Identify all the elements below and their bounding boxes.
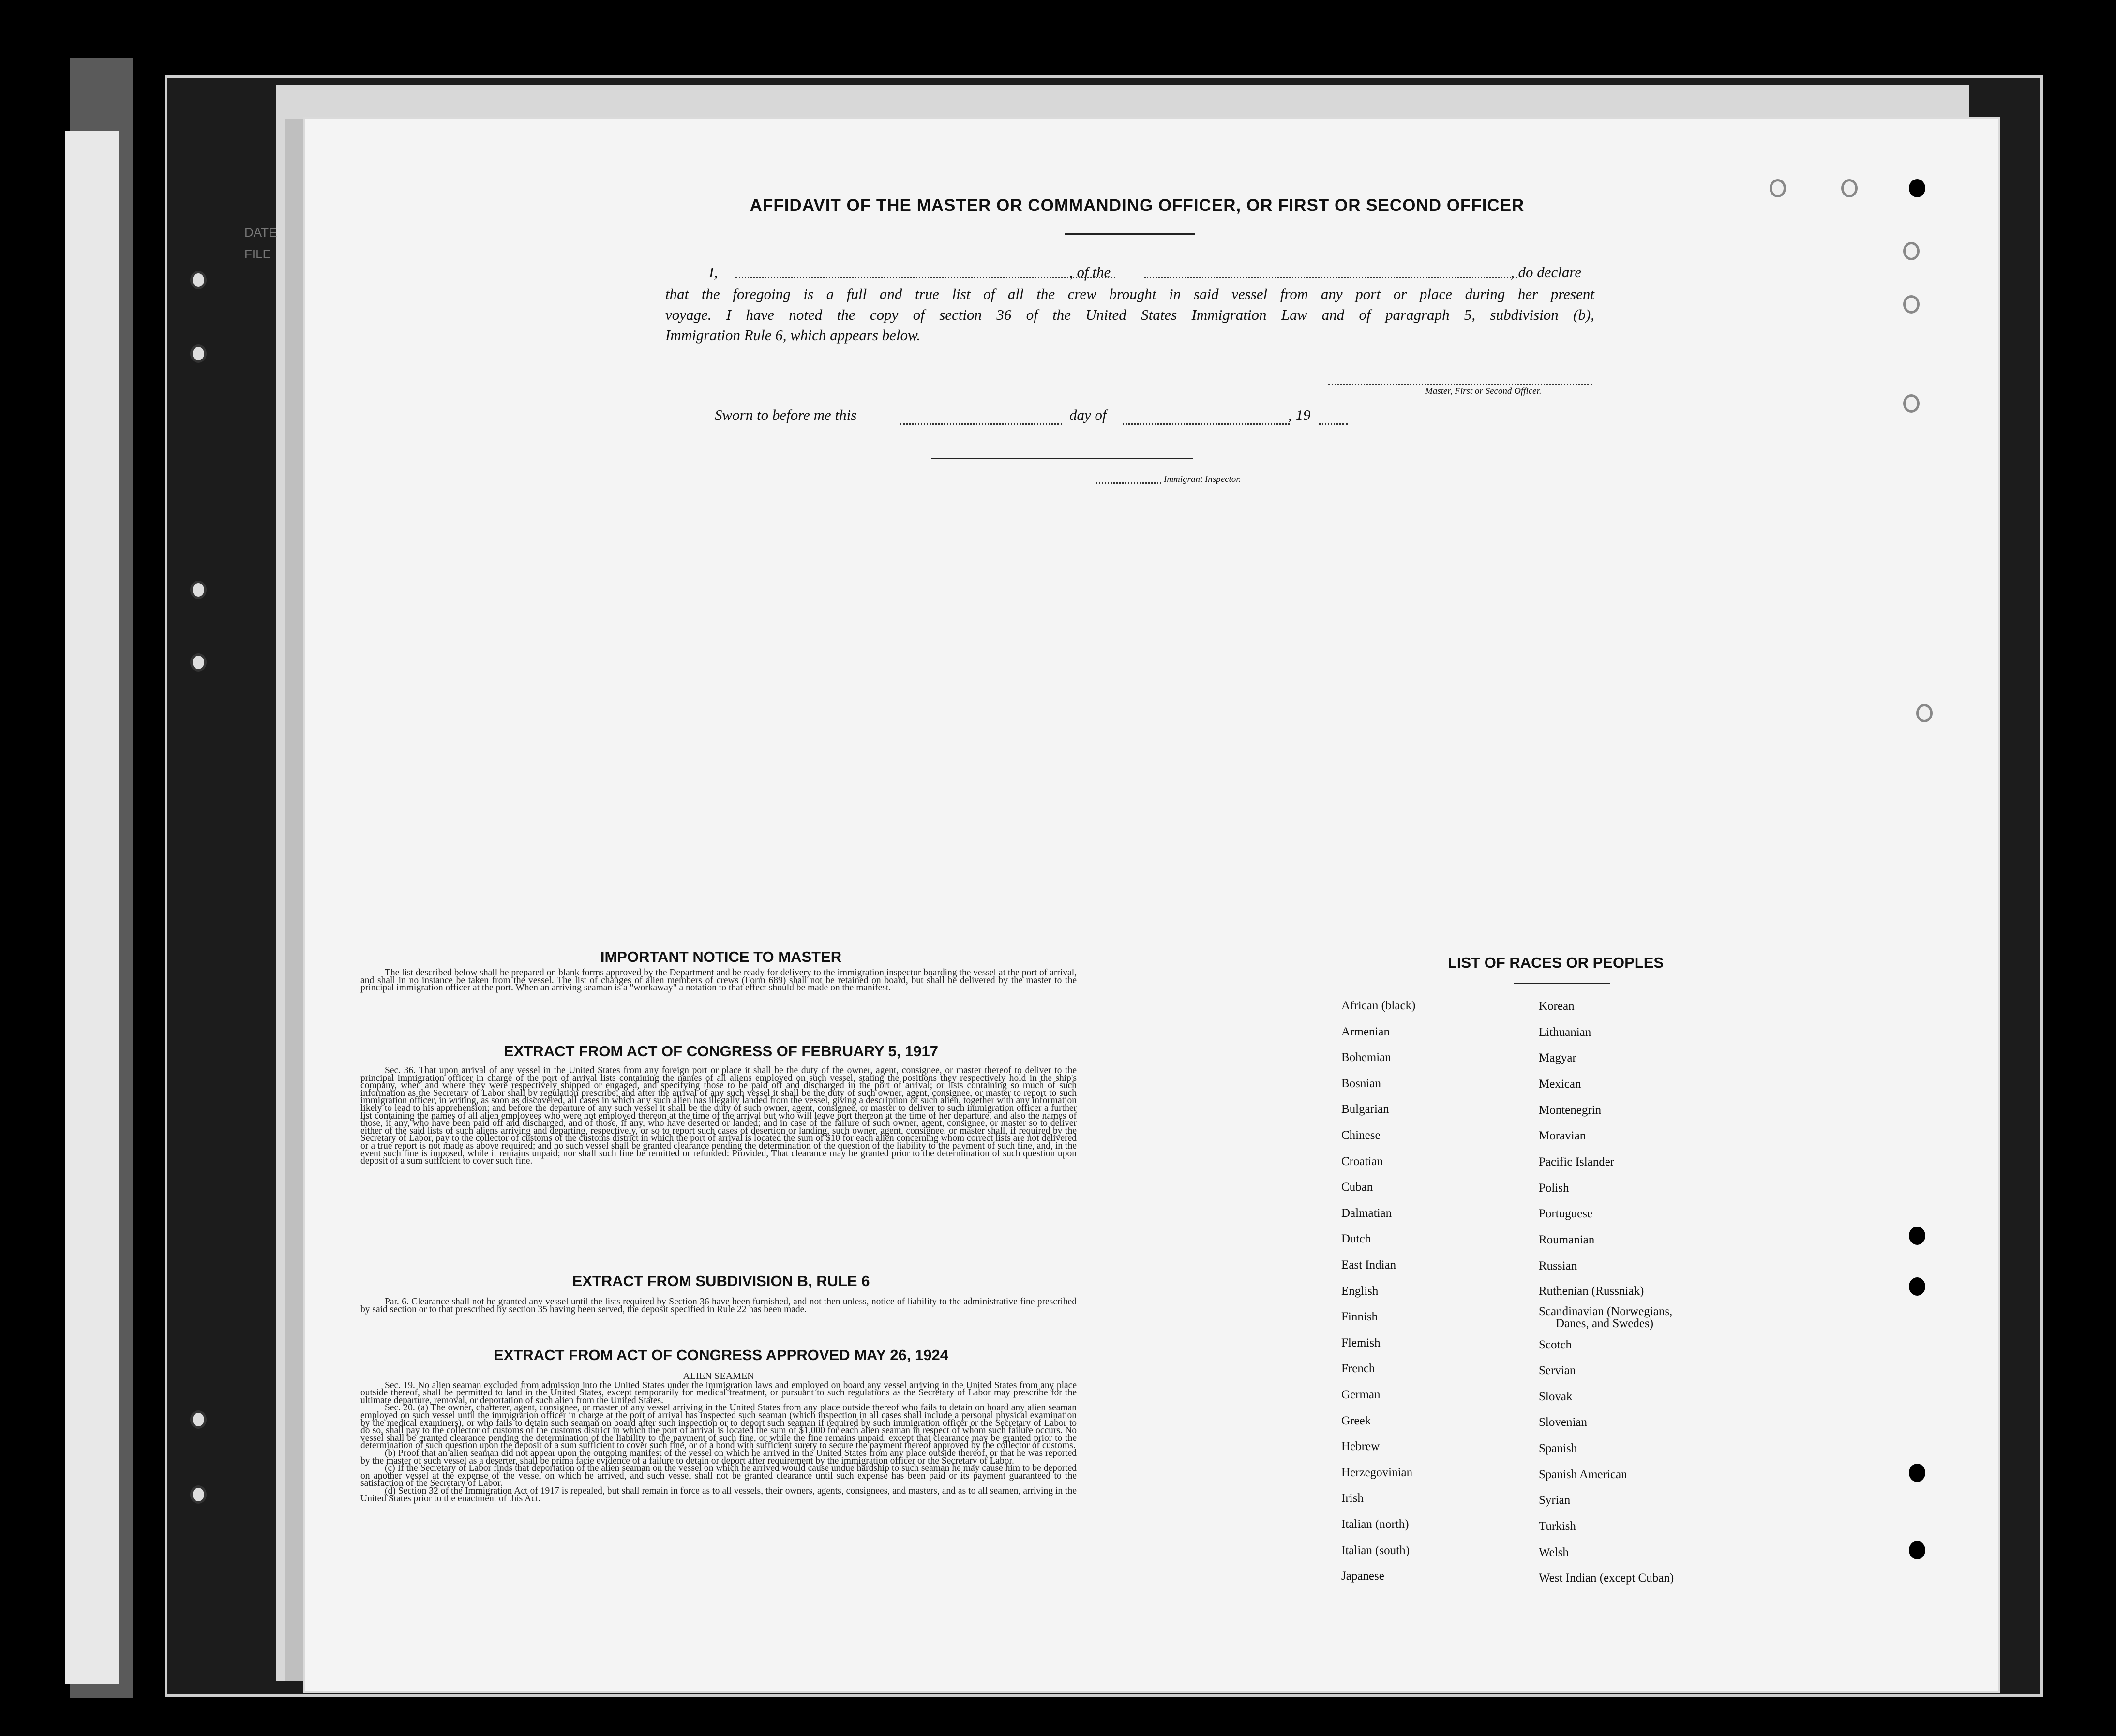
race-item: Ruthenian (Russniak) [1539,1285,1644,1298]
punch-hole [1903,242,1920,260]
race-item: Danes, and Swedes) [1556,1317,1654,1330]
section-20b-paragraph: (b) Proof that an alien seaman did not appear upon the outgoing manifest of the vessel on which he arrived in the United States from any place outside thereof, or that he was reported by the master of such vessel as a deserter, shall be prima facie evidence of a failure to detain or deport after requirement by the immigration officer or the Secretary of Labor. [360,1448,1077,1466]
race-item: Chinese [1341,1129,1381,1142]
race-item: Portuguese [1539,1207,1593,1220]
punch-hole [1909,1227,1925,1245]
sworn-day-blank[interactable] [900,423,1062,425]
race-item: Spanish American [1539,1468,1627,1481]
extract-1924-text [360,1372,1077,1502]
race-item: Syrian [1539,1494,1571,1507]
punch-hole [1909,1541,1925,1559]
affidavit-declare: , do declare [1511,264,1582,281]
race-item: Roumanian [1539,1233,1595,1246]
race-item: Lithuanian [1539,1026,1591,1039]
affidavit-of-the: , of the [1069,264,1111,281]
punch-hole [1909,1464,1925,1482]
race-item: Scotch [1539,1338,1572,1351]
section-20c-paragraph: (c) If the Secretary of Labor finds that deportation of the alien seaman on the vessel on which he arrived would cause undue hardship to such seaman he may cause him to be deported on another vessel at the expense of the vessel on which he arrived, and such vessel shall not be granted clearance until such expense has been paid or its payment guaranteed to the satisfaction of the Secretary of Labor. [360,1463,1077,1489]
binder-hole [190,344,207,363]
race-item: Slovak [1539,1390,1573,1403]
punch-hole [1841,179,1858,197]
races-underline [1514,983,1610,984]
punch-hole [1903,394,1920,413]
extract-1917-text [360,1067,1077,1165]
race-item: Spanish [1539,1442,1577,1455]
punch-hole [1916,704,1933,722]
inspector-caption: Immigrant Inspector. [1164,474,1241,484]
master-signature-line[interactable] [1328,384,1592,385]
race-item: Italian (south) [1341,1543,1410,1557]
notice-title: IMPORTANT NOTICE TO MASTER [600,948,842,965]
race-item: Herzegovinian [1341,1466,1413,1479]
race-item: Magyar [1539,1051,1576,1064]
races-title: LIST OF RACES OR PEOPLES [1447,954,1664,971]
race-item: Dutch [1341,1232,1371,1246]
race-item: East Indian [1341,1258,1396,1272]
extract-rule6-text [360,1298,1077,1313]
race-item: Bohemian [1341,1051,1391,1064]
sworn-text: Sworn to before me this [715,406,857,423]
left-index-card [65,131,119,1684]
race-item: Cuban [1341,1181,1373,1194]
binder-hole [190,1485,207,1504]
day-of-text: day of [1069,406,1107,423]
master-caption: Master, First or Second Officer. [1425,386,1542,396]
race-item: West Indian (except Cuban) [1539,1571,1674,1585]
extract-1924-title: EXTRACT FROM ACT OF CONGRESS APPROVED MAY 26, 1924 [494,1347,948,1363]
binder-hole [190,653,207,672]
section-20d-paragraph: (d) Section 32 of the Immigration Act of 1917 is repealed, but shall remain in force as to all vessels, their owners, agents, consignees, and masters, and as to all seamen, arriving in the United States prior to the enactment of this Act. [360,1485,1077,1504]
race-item: Korean [1539,1000,1575,1013]
race-item: Irish [1341,1492,1364,1505]
binder-hole [190,1410,207,1429]
race-item: Japanese [1341,1570,1384,1583]
affidavit-line-3: voyage. I have noted the copy of section 36 of the United States Immigration Law and of paragraph 5, subdivision (b), [665,306,1594,323]
race-item: German [1341,1388,1381,1401]
race-item: Armenian [1341,1025,1390,1038]
binder-hole [190,581,207,599]
vessel-blank[interactable] [1144,277,1517,278]
race-item: Turkish [1539,1520,1576,1533]
sworn-year-blank[interactable] [1319,423,1348,425]
race-item: Croatian [1341,1154,1383,1168]
inspector-signature-line[interactable] [931,458,1193,459]
notice-text [360,969,1077,992]
notice-paragraph: The list described below shall be prepared on blank forms approved by the Department and be ready for delivery to the immigration inspector boarding the vessel at the port of arrival, and shall in no instance be taken from the vessel. The list of changes of alien members of crews (Form 689) shall not be retained on board, but shall be delivered by the master to the principal immigration officer at the port. When an arriving seaman is a "workaway" a notation to that effect should be made on the manifest. [360,968,1077,993]
extract-1917-title: EXTRACT FROM ACT OF CONGRESS OF FEBRUARY 5, 1917 [504,1043,938,1060]
alien-seamen-subtitle: ALIEN SEAMEN [683,1371,754,1381]
inspector-dots [1096,482,1161,484]
race-item: Montenegrin [1539,1104,1602,1117]
punch-hole [1903,295,1920,314]
race-item: Bulgarian [1341,1103,1389,1116]
race-item: Polish [1539,1182,1569,1195]
affidavit-line-2: that the foregoing is a full and true list of all the crew brought in said vessel from any port or place during her present [665,285,1594,302]
section-36-paragraph: Sec. 36. That upon arrival of any vessel in the United States from any foreign port or place it shall be the duty of the owner, agent, consignee, or master thereof to deliver to the principal immigration officer in charge of the port of arrival lists containing the names of all aliens employed on such vessel, stating the positions they respectively hold in the ship's company, when and where they were respectively shipped or engaged, and specifying those to be paid off and discharged in the port of arrival; or lists containing so much of such information as the Secretary of Labor shall by regulation prescribe; and after the arrival of any such vessel it shall be the duty of such owner, agent, consignee, or master to report to such immigration officer, in writing, as soon as discovered, all cases in which any such alien has illegally landed from the vessel, giving a description of such alien, together with any information likely to lead to his apprehension; and before the departure of any such vessel it shall be the duty of such owner, agent, consignee, or master to deliver to such immigration officer a further list containing the names of all alien employees who were not employed thereon at the time of the arrival but who will leave port thereon at the time of her departure, and also the names of those, if any, who have been paid off and discharged, and of those, if any, who have deserted or landed; and in case of the failure of such owner, agent, consignee, or master so to deliver either of the said lists of such aliens arriving and departing, respectively, or so to report such cases of desertion or landing, such owner, agent, consignee, or master shall, if required by the Secretary of Labor, pay to the collector of customs of the customs district in which the port of arrival is located the sum of $10 for each alien concerning whom correct lists are not delivered or a true report is not made as above required; and no such vessel shall be granted clearance pending the determination of the question of the liability to the payment of such fine, and, in the event such fine is imposed, while it remains unpaid; nor shall such fine be remitted or refunded: Provided, That clearance may be granted prior to the determination of such question upon deposit of a sum sufficient to cover such fine. [360,1065,1077,1167]
affidavit-i: I, [709,264,718,281]
extract-rule6-title: EXTRACT FROM SUBDIVISION B, RULE 6 [572,1272,870,1289]
race-item: Flemish [1341,1336,1381,1349]
race-item: Moravian [1539,1129,1586,1142]
affidavit-line-4: Immigration Rule 6, which appears below. [665,327,921,344]
section-20a-paragraph: Sec. 20. (a) The owner, charterer, agent, consignee, or master of any vessel arriving in the United States from any place outside thereof who fails to detain on board any alien seaman employed on such vessel until the immigration officer in charge at the port of arrival has inspected such seaman (which inspection in all cases shall include a personal physical examination by the medical examiners), or who fails to detain such seaman on board after such inspection or to deport such seaman if required by such immigration officer or the Secretary of Labor to do so, shall pay to the collector of customs of the customs district in which the port of arrival is located the sum of $1,000 for each alien seaman in respect of whom such failure occurs. No vessel shall be granted clearance pending the determination of the liability to the payment of such fine, or while the fine remains unpaid, except that clearance may be granted prior to the determination of such question upon the deposit of a sum sufficient to cover such fine, or of a bond with sufficient surety to secure the payment thereof approved by the collector of customs. [360,1403,1077,1451]
title-underline [1065,233,1195,235]
sworn-month-blank[interactable] [1123,423,1290,425]
race-item: Italian (north) [1341,1518,1409,1531]
year-prefix: , 19 [1288,406,1311,423]
race-item: Slovenian [1539,1416,1587,1429]
section-19-paragraph: Sec. 19. No alien seaman excluded from admission into the United States under the immigration laws and employed on board any vessel arriving in the United States from any place outside thereof, shall be permitted to land in the United States, except temporarily for medical treatment, or pursuant to such regulations as the Secretary of Labor may prescribe for the ultimate departure, removal, or deportation of such alien from the United States. [360,1380,1077,1406]
race-item: English [1341,1284,1379,1298]
punch-hole [1909,179,1925,197]
affidavit-title: AFFIDAVIT OF THE MASTER OR COMMANDING OFFICER, OR FIRST OR SECOND OFFICER [750,196,1525,215]
race-item: Greek [1341,1414,1371,1427]
punch-hole [1909,1277,1925,1296]
punch-hole [1770,179,1786,197]
race-item: Mexican [1539,1078,1581,1091]
name-blank[interactable] [735,277,1115,278]
race-item: Welsh [1539,1546,1569,1559]
margin-date-label: DATE [244,225,277,239]
paragraph-6: Par. 6. Clearance shall not be granted any vessel until the lists required by Section 36 have been furnished, and not then unless, notice of liability to the administrative fine prescribed by said section or to that prescribed by section 35 having been served, the deposit specified in Rule 22 has been made. [360,1297,1077,1315]
binder-hole [190,271,207,289]
race-item: African (black) [1341,999,1416,1012]
race-item: Servian [1539,1364,1576,1377]
race-item: Scandinavian (Norwegians, [1539,1305,1673,1318]
race-item: Hebrew [1341,1440,1380,1453]
race-item: French [1341,1362,1375,1376]
race-item: Pacific Islander [1539,1155,1615,1168]
race-item: Russian [1539,1259,1577,1272]
race-item: Finnish [1341,1310,1378,1324]
margin-file-label: FILE [244,247,271,261]
race-item: Dalmatian [1341,1206,1392,1220]
race-item: Bosnian [1341,1077,1381,1090]
